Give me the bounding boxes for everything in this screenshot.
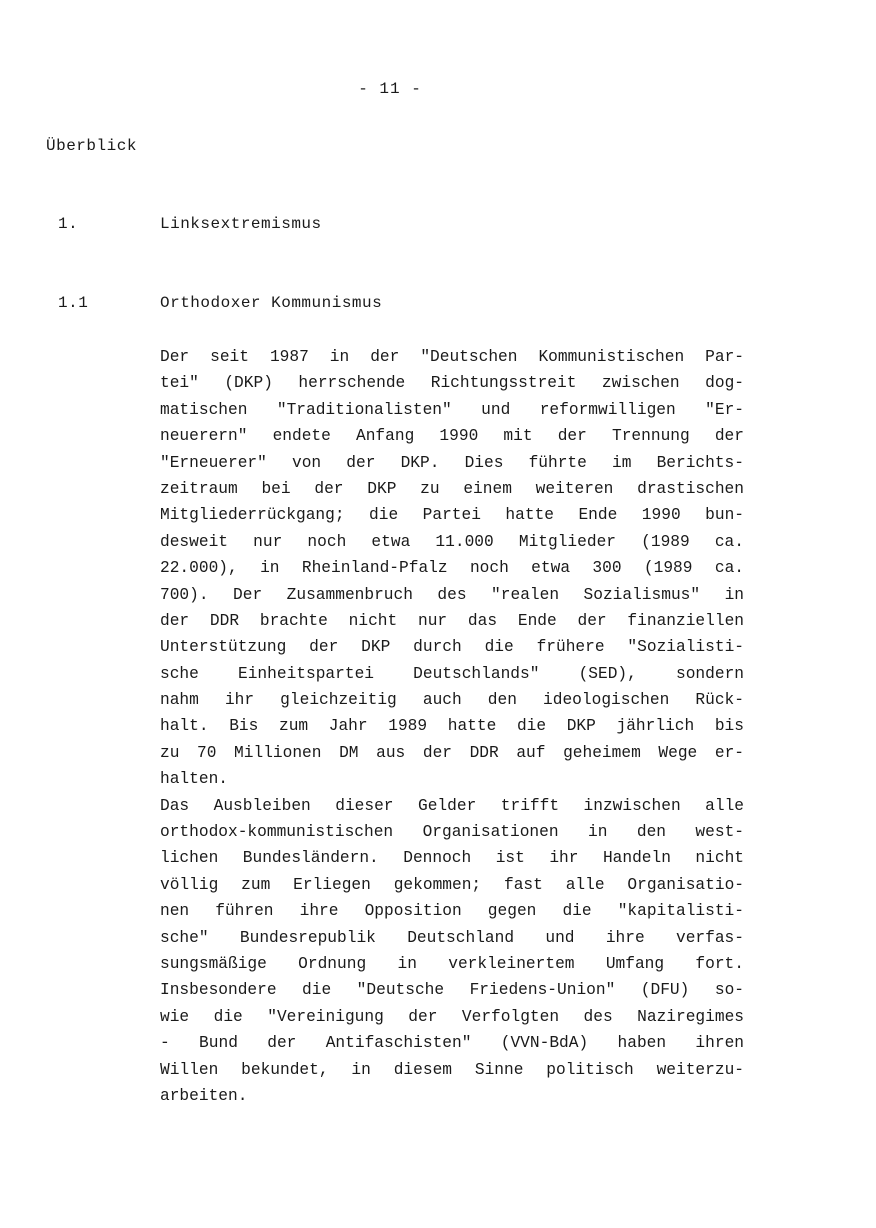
text-line: halt. Bis zum Jahr 1989 hatte die DKP jährlich bis bbox=[160, 717, 744, 736]
text-line: sche" Bundesrepublik Deutschland und ihre verfas- bbox=[160, 928, 744, 947]
text-line: lichen Bundesländern. Dennoch ist ihr Handeln nicht bbox=[160, 849, 744, 868]
text-line: Der seit 1987 in der "Deutschen Kommunistischen Par- bbox=[160, 348, 744, 366]
text-line: matischen "Traditionalisten" und reformwilligen "Er- bbox=[160, 400, 744, 419]
text-line: Das Ausbleiben dieser Gelder trifft inzwischen alle bbox=[160, 796, 744, 815]
section-number: 1.1 bbox=[58, 294, 89, 312]
text-line: Willen bekundet, in diesem Sinne politisch weiterzu- bbox=[160, 1060, 744, 1079]
text-line: völlig zum Erliegen gekommen; fast alle Organisatio- bbox=[160, 875, 744, 894]
text-line: 700). Der Zusammenbruch des "realen Sozialismus" in bbox=[160, 585, 744, 604]
text-line: sungsmäßige Ordnung in verkleinertem Umfang fort. bbox=[160, 954, 744, 973]
text-line: Mitgliederrückgang; die Partei hatte Ende 1990 bun- bbox=[160, 506, 744, 525]
text-line: desweit nur noch etwa 11.000 Mitglieder (1989 ca. bbox=[160, 532, 744, 551]
text-line: nahm ihr gleichzeitig auch den ideologischen Rück- bbox=[160, 691, 744, 710]
text-line: Unterstützung der DKP durch die frühere "Sozialisti- bbox=[160, 638, 744, 657]
text-line: "Erneuerer" von der DKP. Dies führte im Berichts- bbox=[160, 453, 744, 472]
body-text bbox=[160, 344, 744, 1109]
text-line: nen führen ihre Opposition gegen die "kapitalisti- bbox=[160, 902, 744, 921]
section-number: 1. bbox=[58, 215, 79, 233]
text-line: Insbesondere die "Deutsche Friedens-Union" (DFU) so- bbox=[160, 981, 744, 1000]
text-line: 22.000), in Rheinland-Pfalz noch etwa 300 (1989 ca. bbox=[160, 559, 744, 578]
text-line: wie die "Vereinigung der Verfolgten des Naziregimes bbox=[160, 1007, 744, 1026]
text-line: der DDR brachte nicht nur das Ende der finanziellen bbox=[160, 611, 744, 630]
text-line: arbeiten. bbox=[160, 1086, 248, 1105]
section-title: Orthodoxer Kommunismus bbox=[160, 294, 383, 312]
text-line: tei" (DKP) herrschende Richtungsstreit zwischen dog- bbox=[160, 374, 744, 393]
page-number: - 11 - bbox=[358, 80, 422, 98]
text-line: - Bund der Antifaschisten" (VVN-BdA) haben ihren bbox=[160, 1034, 744, 1053]
text-line: halten. bbox=[160, 770, 228, 789]
section-title: Linksextremismus bbox=[160, 215, 322, 233]
text-line: sche Einheitspartei Deutschlands" (SED), sondern bbox=[160, 664, 744, 683]
overview-heading: Überblick bbox=[46, 137, 137, 155]
text-line: orthodox-kommunistischen Organisationen in den west- bbox=[160, 823, 744, 842]
text-line: neuerern" endete Anfang 1990 mit der Trennung der bbox=[160, 427, 744, 446]
text-line: zeitraum bei der DKP zu einem weiteren drastischen bbox=[160, 479, 744, 498]
text-line: zu 70 Millionen DM aus der DDR auf geheimem Wege er- bbox=[160, 743, 744, 762]
